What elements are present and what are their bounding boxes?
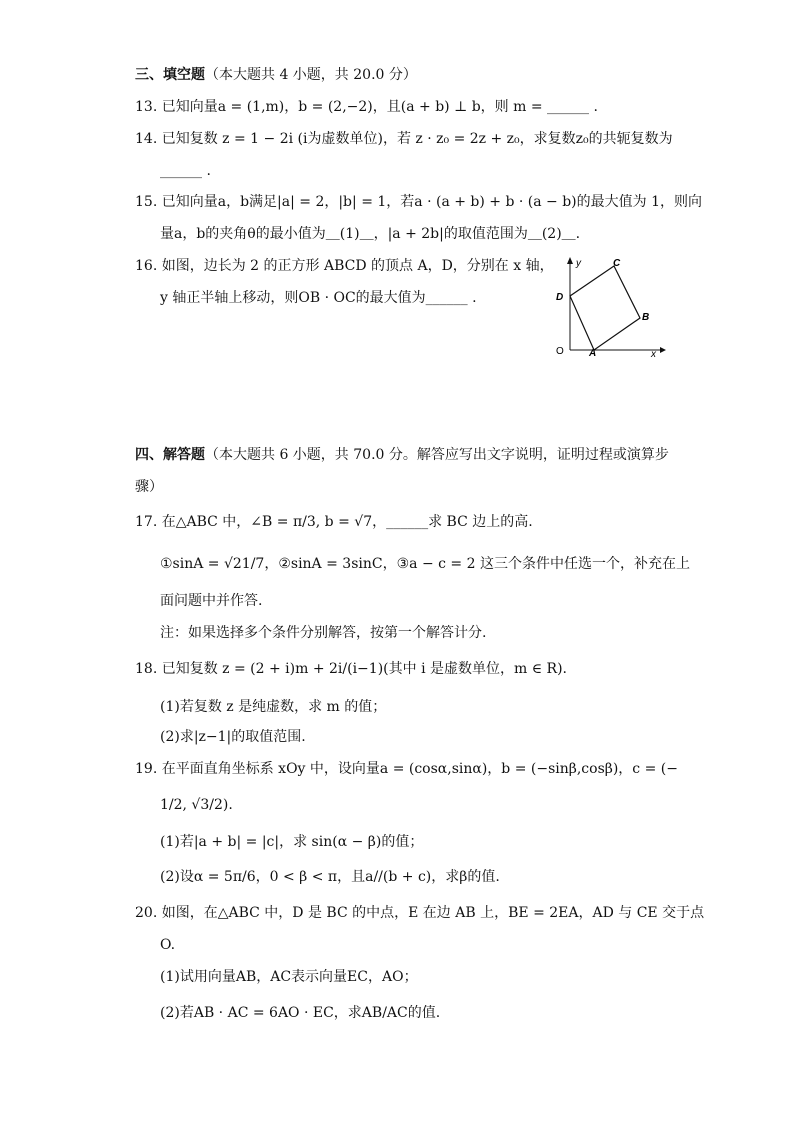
question-17 [135,513,533,531]
section-3-heading: 三、填空题（本大题共 4 小题，共 20.0 分） [135,67,417,83]
square-figure [548,252,668,360]
question-19-part-1: (1)若|a + b| = |c|，求 sin(α − β)的值； [160,834,424,850]
question-13-text: 已知向量a = (1,m)，b = (2,−2)，且(a + b) ⊥ b，则 m = ______ . [161,99,598,115]
question-number: 20. [135,905,158,921]
question-17-line-2: ①sinA = √21/7，②sinA = 3sinC，③a − c = 2 这三个条件中任选一个，补充在上 [160,556,690,572]
question-18-part-2: (2)求|z−1|的取值范围. [160,729,306,745]
question-18-part-1: (1)若复数 z 是纯虚数，求 m 的值； [160,699,387,715]
question-15-line-2: 量a，b的夹角θ的最小值为＿(1)＿，|a + 2b|的取值范围为＿(2)＿. [160,226,581,242]
question-14 [135,130,673,148]
question-20 [135,904,704,922]
question-number: 14. [135,131,158,147]
question-number: 15. [135,194,158,210]
question-14-text: 已知复数 z = 1 − 2i (i为虚数单位)，若 z · z₀ = 2z + z₀，求复数z₀的共轭复数为 [161,131,673,147]
question-15 [135,193,702,211]
question-17-text: 在△ABC 中，∠B = π/3, b = √7，______求 BC 边上的高. [161,514,533,530]
question-20-part-1: (1)试用向量AB，AC表示向量EC，AO； [160,969,418,985]
question-15-text: 已知向量a，b满足|a| = 2，|b| = 1，若a · (a + b) + b · (a − b)的最大值为 1，则向 [161,194,703,210]
question-number: 18. [135,661,158,677]
question-14-line-2: ______ . [160,163,211,179]
question-16 [135,257,554,275]
question-13 [135,98,598,116]
question-16-line-2: y 轴正半轴上移动，则OB · OC的最大值为______ . [160,290,477,306]
question-number: 17. [135,514,158,530]
question-19 [135,760,678,778]
question-17-line-3: 面问题中并作答. [160,593,263,609]
question-19-text: 在平面直角坐标系 xOy 中，设向量a = (cosα,sinα)，b = (−sinβ,cosβ)，c = (− [161,761,678,777]
question-number: 19. [135,761,158,777]
section-4-heading-line-2: 骤） [135,479,163,495]
vertex-b-label: B [642,312,650,323]
question-20-part-2: (2)若AB · AC = 6AO · EC，求AB/AC的值. [160,1005,441,1021]
question-number: 13. [135,99,158,115]
question-18-text: 已知复数 z = (2 + i)m + 2i/(i−1)(其中 i 是虚数单位，m ∈ R). [161,661,567,677]
vertex-d-label: D [556,292,564,303]
question-19-line-2: 1/2, √3/2). [160,797,233,813]
origin-label: O [556,346,564,357]
question-16-text: 如图，边长为 2 的正方形 ABCD 的顶点 A，D，分别在 x 轴， [161,258,554,274]
question-20-text: 如图，在△ABC 中，D 是 BC 的中点，E 在边 AB 上，BE = 2EA，AD 与 CE 交于点 [161,905,705,921]
question-19-part-2: (2)设α = 5π/6，0 < β < π，且a//(b + c)，求β的值. [160,869,500,885]
vertex-c-label: C [613,258,621,269]
question-20-line-2: O. [160,937,176,953]
question-number: 16. [135,258,158,274]
question-17-note: 注：如果选择多个条件分别解答，按第一个解答计分. [160,625,487,641]
vertex-a-label: A [589,348,597,359]
x-axis-label: x [651,349,656,360]
y-axis-label: y [576,258,581,269]
question-18 [135,660,567,678]
section-4-heading: 四、解答题（本大题共 6 小题，共 70.0 分。解答应写出文字说明，证明过程或演算步 [135,447,669,463]
